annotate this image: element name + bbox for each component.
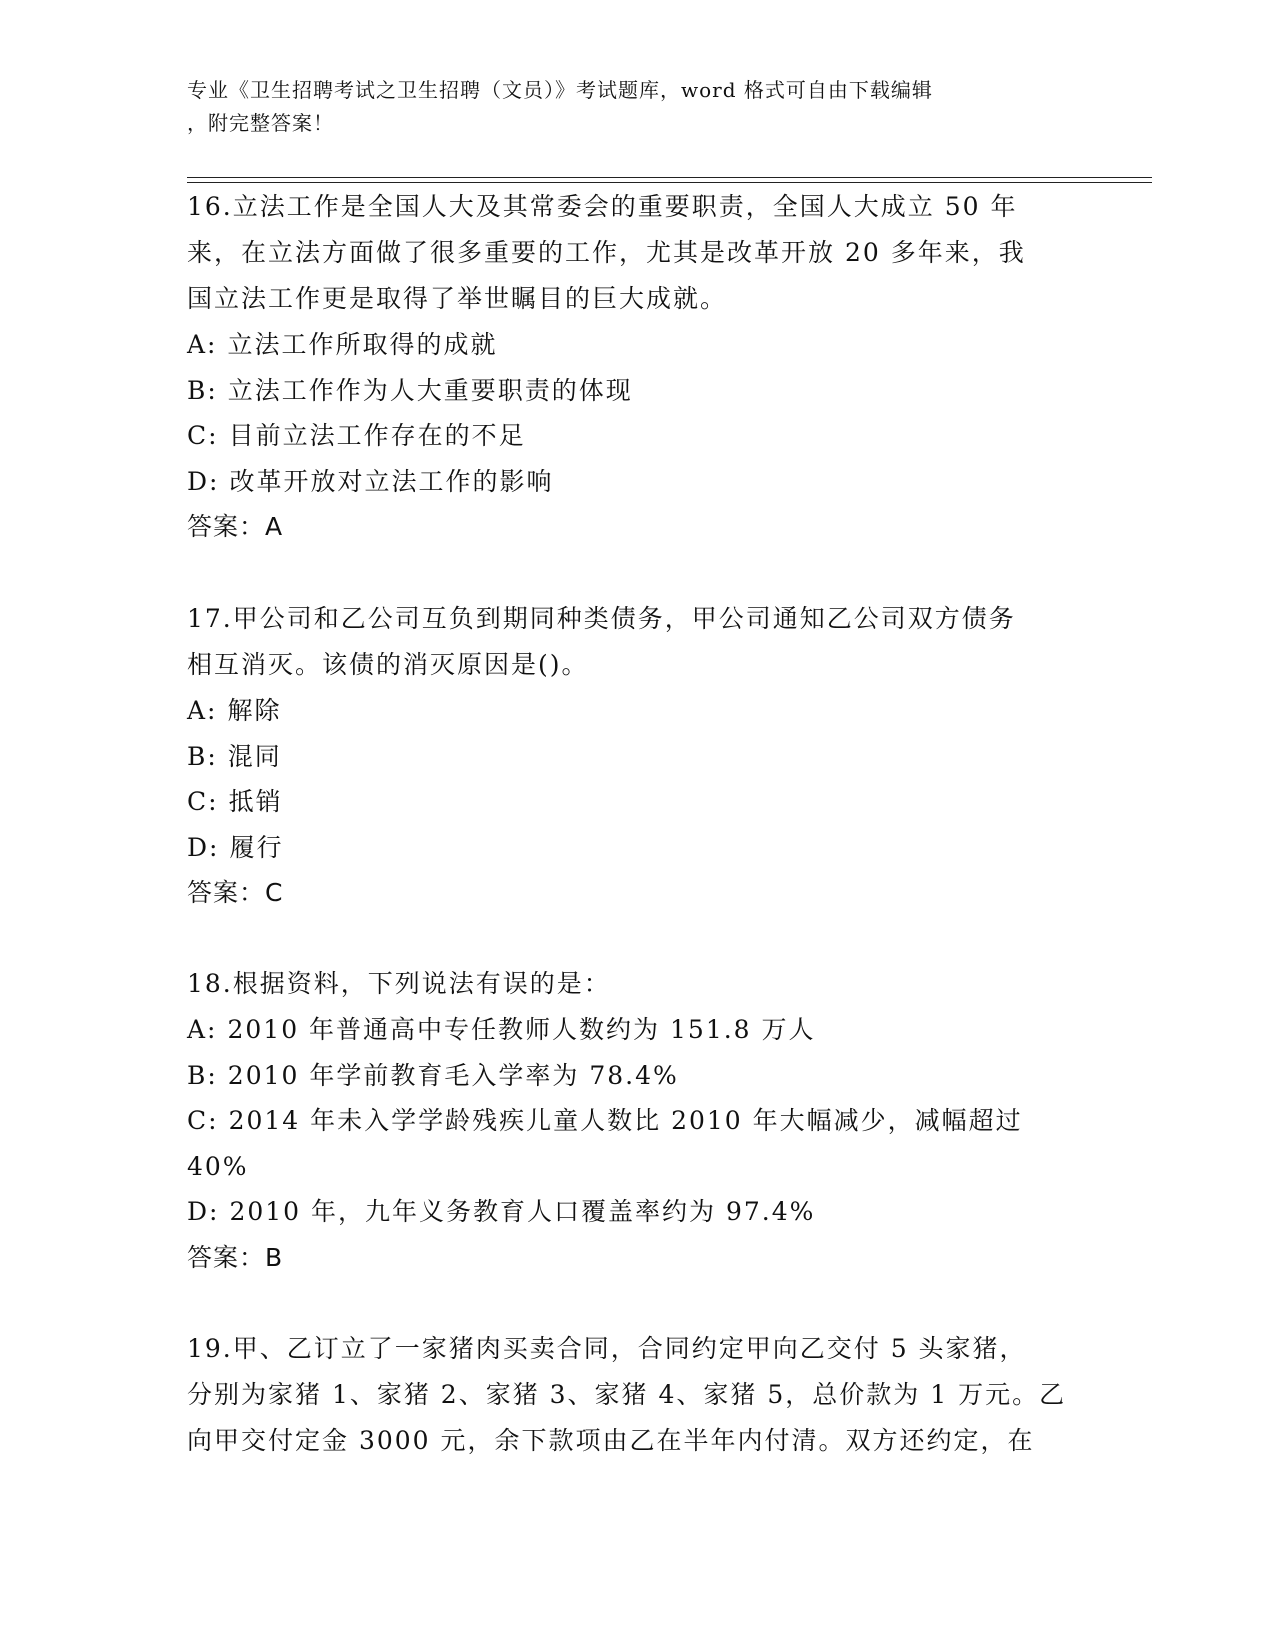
question-stem-line: 向甲交付定金 3000 元，余下款项由乙在半年内付清。双方还约定，在 (187, 1426, 1035, 1455)
option-c-continued: 40% (187, 1151, 249, 1181)
option-b: B: 立法工作作为人大重要职责的体现 (187, 375, 633, 405)
question-16 (187, 184, 1077, 550)
question-stem-line: 16.立法工作是全国人大及其常委会的重要职责，全国人大成立 50 年 (187, 192, 1018, 221)
document-header (187, 74, 1087, 140)
option-c: C: 2014 年未入学学龄残疾儿童人数比 2010 年大幅减少，减幅超过 (187, 1106, 1023, 1135)
option-a: A: 立法工作所取得的成就 (187, 330, 498, 359)
option-c: C: 抵销 (187, 787, 283, 816)
header-divider-bottom (187, 182, 1152, 183)
option-d: D: 2010 年，九年义务教育人口覆盖率约为 97.4% (187, 1197, 816, 1226)
question-stem-line: 18.根据资料，下列说法有误的是： (187, 969, 611, 998)
header-divider-top (187, 177, 1152, 178)
option-d: D: 履行 (187, 832, 284, 862)
answer-label: 答案：A (187, 512, 284, 541)
question-17 (187, 596, 1077, 916)
option-b: B: 2010 年学前教育毛入学率为 78.4% (187, 1060, 679, 1090)
option-a: A: 解除 (187, 696, 282, 725)
option-c: C: 目前立法工作存在的不足 (187, 421, 526, 450)
option-a: A: 2010 年普通高中专任教师人数约为 151.8 万人 (187, 1015, 816, 1044)
option-d: D: 改革开放对立法工作的影响 (187, 466, 554, 496)
question-stem-line: 来，在立法方面做了很多重要的工作，尤其是改革开放 20 多年来，我 (187, 238, 1026, 267)
question-stem-line: 国立法工作更是取得了举世瞩目的巨大成就。 (187, 284, 728, 313)
question-stem-line: 19.甲、乙订立了一家猪肉买卖合同，合同约定甲向乙交付 5 头家猪， (187, 1334, 1027, 1363)
answer-label: 答案：C (187, 878, 284, 907)
question-18 (187, 961, 1077, 1281)
question-stem-line: 相互消灭。该债的消灭原因是()。 (187, 650, 589, 679)
question-19 (187, 1326, 1077, 1464)
header-line-2: ，附完整答案！ (187, 111, 334, 135)
answer-label: 答案：B (187, 1242, 284, 1272)
header-line-1: 专业《卫生招聘考试之卫生招聘（文员）》考试题库，word 格式可自由下载编辑 (187, 78, 933, 102)
question-stem-line: 分别为家猪 1、家猪 2、家猪 3、家猪 4、家猪 5，总价款为 1 万元。乙 (187, 1380, 1067, 1409)
question-stem-line: 17.甲公司和乙公司互负到期同种类债务，甲公司通知乙公司双方债务 (187, 604, 1016, 633)
option-b: B: 混同 (187, 741, 282, 771)
